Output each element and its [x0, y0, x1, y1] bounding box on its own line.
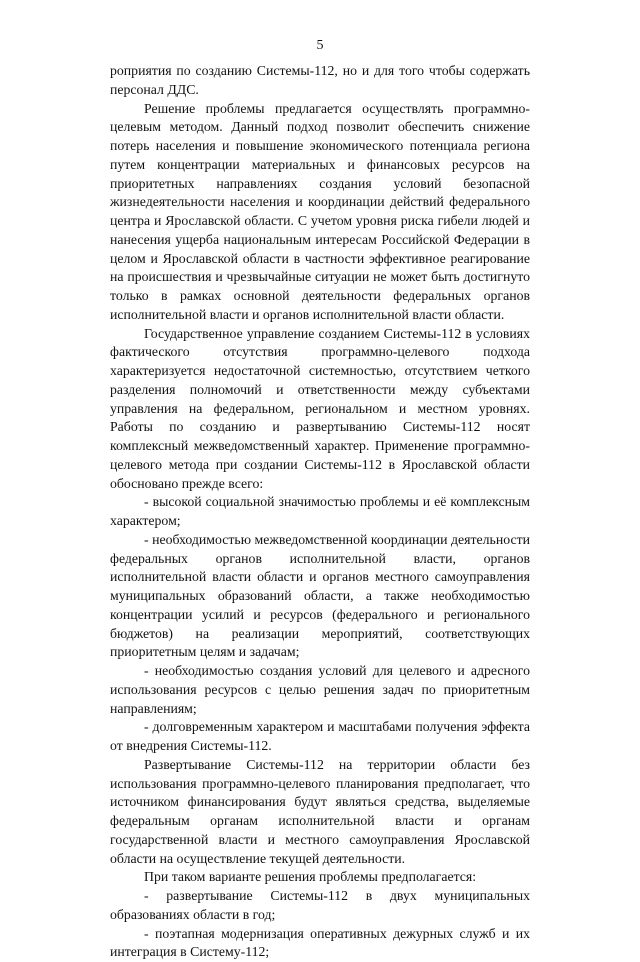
paragraph: Государственное управление созданием Системы-112 в условиях фактического отсутствия программно-целевого подхода характеризуется недостаточной системностью, отсутствием четкого разделения полномочий и ответственности между субъектами управления на федеральном, региональном и местном уровнях. Работы по созданию и развертыванию Системы-112 носят комплексный межведомственный характер. Применение программно-целевого метода при создании Системы-112 в Ярославской области обосновано прежде всего: [110, 325, 530, 494]
paragraph: Решение проблемы предлагается осуществлять программно-целевым методом. Данный подход позволит обеспечить снижение потерь населения и повышение экономического потенциала региона путем концентрации материальных и финансовых ресурсов на приоритетных направлениях создания условий безопасной жизнедеятельности населения и координации действий федерального центра и Ярославской области. С учетом уровня риска гибели людей и нанесения ущерба национальным интересам Российской Федерации в целом и Ярославской области в частности эффективное реагирование на происшествия и чрезвычайные ситуации не может быть достигнуто только в рамках основной деятельности федеральных органов исполнительной власти и органов исполнительной власти области. [110, 100, 530, 325]
page-number: 5 [0, 37, 640, 54]
paragraph: Развертывание Системы-112 на территории области без использования программно-целевого планирования предполагает, что источником финансирования будут являться средства, выделяемые федеральным органам исполнительной власти и органам государственной власти и местного самоуправления Ярославской области на осуществление текущей деятельности. [110, 756, 530, 869]
list-item: - необходимостью создания условий для целевого и адресного использования ресурсов с целью решения задач по приоритетным направлениям; [110, 662, 530, 718]
paragraph-continuation: роприятия по созданию Системы-112, но и для того чтобы содержать персонал ДДС. [110, 62, 530, 100]
paragraph: При таком варианте решения проблемы предполагается: [110, 868, 530, 887]
list-item: - высокой социальной значимостью проблемы и её комплексным характером; [110, 493, 530, 531]
list-item: - развертывание Системы-112 в двух муниципальных образованиях области в год; [110, 887, 530, 925]
list-item: - поэтапная модернизация оперативных дежурных служб и их интеграция в Систему-112; [110, 925, 530, 962]
list-item: - необходимостью межведомственной координации деятельности федеральных органов исполнительной власти, органов исполнительной власти области и органов местного самоуправления муниципальных образований области, а также необходимостью концентрации усилий и ресурсов (федерального и регионального бюджетов) на реализации мероприятий, соответствующих приоритетным целям и задачам; [110, 531, 530, 662]
list-item: - долговременным характером и масштабами получения эффекта от внедрения Системы-112. [110, 718, 530, 756]
document-body [110, 62, 530, 962]
